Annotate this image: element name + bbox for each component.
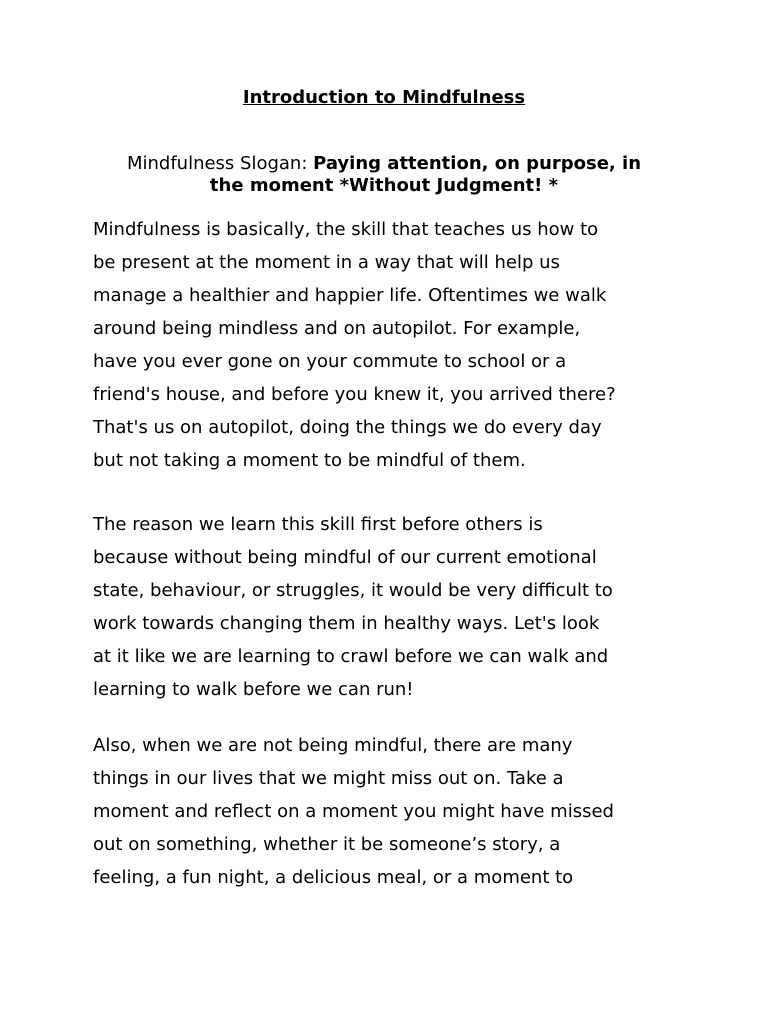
text-line: be present at the moment in a way that will help us [93,252,560,273]
text-line: state, behaviour, or struggles, it would be very difficult to [93,580,613,601]
text-line: feeling, a fun night, a delicious meal, or a moment to [93,867,574,888]
text-line: but not taking a moment to be mindful of them. [93,450,526,471]
text-line: That's us on autopilot, doing the things we do every day [93,417,602,438]
text-line: learning to walk before we can run! [93,679,414,700]
slogan-text-line-2: the moment *Without Judgment! * [209,175,559,196]
text-line: moment and reflect on a moment you might have missed [93,801,614,822]
text-line: friend's house, and before you knew it, you arrived there? [93,384,616,405]
text-line: things in our lives that we might miss out on. Take a [93,768,564,789]
text-line: Also, when we are not being mindful, there are many [93,735,573,756]
paragraph-reason [93,508,693,706]
text-line: at it like we are learning to crawl before we can walk and [93,646,609,667]
text-line: out on something, whether it be someone’s story, a [93,834,561,855]
paragraph-intro [93,213,693,477]
mindfulness-slogan [88,153,680,197]
text-line: around being mindless and on autopilot. For example, [93,318,581,339]
text-line: have you ever gone on your commute to school or a [93,351,567,372]
text-line: Mindfulness is basically, the skill that teaches us how to [93,219,599,240]
slogan-text-line-1: Paying attention, on purpose, in [313,153,642,174]
paragraph-missing-out [93,729,693,894]
slogan-label: Mindfulness Slogan: [126,153,314,174]
text-line: manage a healthier and happier life. Oftentimes we walk [93,285,607,306]
text-line: because without being mindful of our current emotional [93,547,597,568]
text-line: work towards changing them in healthy ways. Let's look [93,613,600,634]
document-title: Introduction to Mindfulness [242,87,526,108]
text-line: The reason we learn this skill first before others is [93,514,543,535]
